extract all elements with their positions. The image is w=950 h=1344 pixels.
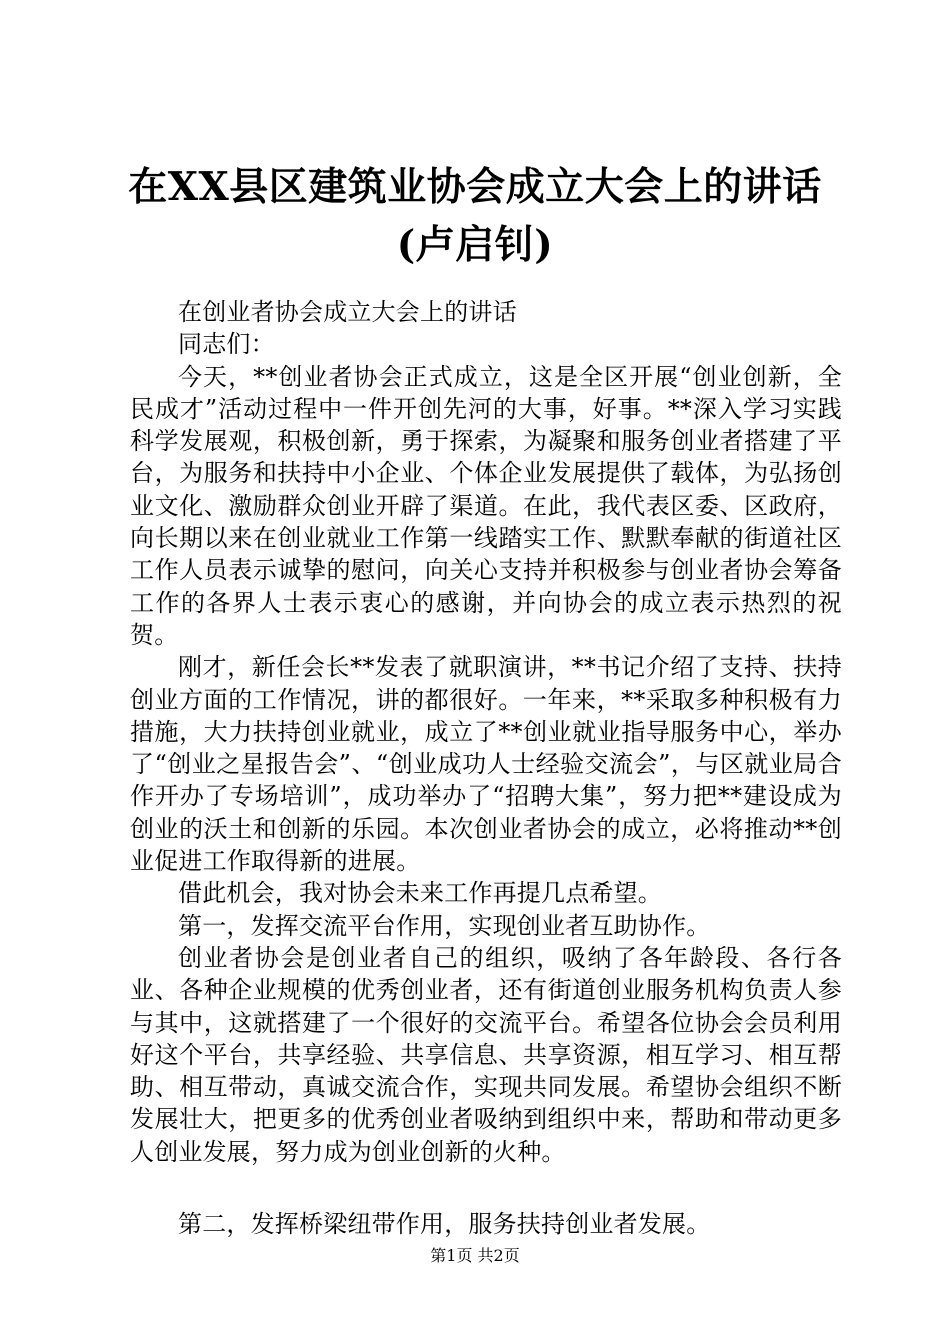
page-footer: 第1页 共2页: [430, 1246, 520, 1265]
salutation: 同志们：: [178, 330, 275, 359]
body-paragraph: 创业者协会是创业者自己的组织，吸纳了各年龄段、各行各业、各种企业规模的优秀创业者，还有街道创业服务机构负责人参与其中，这就搭建了一个很好的交流平台。希望各位协会会员利用好这个平台，共享经验、共享信息、共享资源，相互学习、相互帮助、相互带动，真诚交流合作，实现共同发展。希望协会组织不断发展壮大，把更多的优秀创业者吸纳到组织中来，帮助和带动更多人创业发展，努力成为创业创新的火种。: [130, 943, 842, 1166]
speech-subtitle: 在创业者协会成立大会上的讲话: [178, 298, 517, 326]
body-paragraph: 借此机会，我对协会未来工作再提几点希望。: [178, 879, 662, 908]
body-paragraph: 刚才，新任会长**发表了就职演讲，**书记介绍了支持、扶持创业方面的工作情况，讲的都很好。一年来，**采取多种积极有力措施，大力扶持创业就业，成立了**创业就业指导服务中心，举办了“创业之星报告会”、“创业成功人士经验交流会”，与区就业局合作开办了专场培训”，成功举办了“招聘大集”，努力把**建设成为创业的沃土和创新的乐园。本次创业者协会的成立，必将推动**创业促进工作取得新的进展。: [130, 653, 842, 876]
document-title: 在XX县区建筑业协会成立大会上的讲话(卢启钊): [128, 164, 822, 268]
section-heading: 第一，发挥交流平台作用，实现创业者互助协作。: [178, 911, 711, 940]
section-heading: 第二，发挥桥梁纽带作用，服务扶持创业者发展。: [178, 1210, 711, 1239]
document-body: [130, 296, 842, 1240]
body-paragraph: 今天，**创业者协会正式成立，这是全区开展“创业创新，全民成才”活动过程中一件开创先河的大事，好事。**深入学习实践科学发展观，积极创新，勇于探索，为凝聚和服务创业者搭建了平台，为服务和扶持中小企业、个体企业发展提供了载体，为弘扬创业文化、激励群众创业开辟了渠道。在此，我代表区委、区政府，向长期以来在创业就业工作第一线踏实工作、默默奉献的街道社区工作人员表示诚挚的慰问，向关心支持并积极参与创业者协会筹备工作的各界人士表示衷心的感谢，并向协会的成立表示热烈的祝贺。: [130, 362, 842, 649]
